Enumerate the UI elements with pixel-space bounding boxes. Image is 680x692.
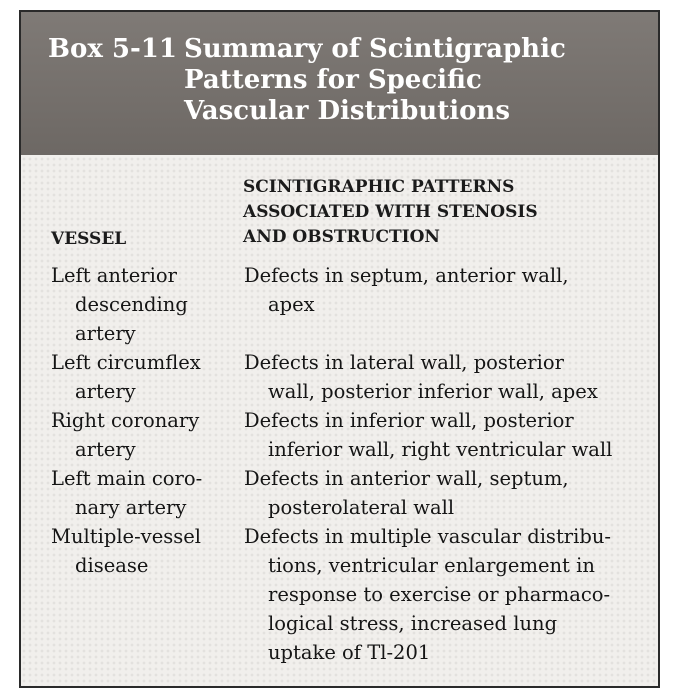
box-title-line: Summary of Scintigraphic bbox=[184, 34, 566, 64]
box-title-line: Patterns for Specific bbox=[184, 65, 482, 95]
pattern-cell bbox=[244, 406, 654, 464]
vessel-cell bbox=[51, 522, 241, 580]
box-label: Box 5-11 bbox=[48, 34, 177, 64]
pattern-column-header bbox=[243, 175, 538, 250]
pattern-cell bbox=[244, 348, 654, 406]
vessel-line: Left main coro- bbox=[51, 467, 203, 490]
box-title-line: Vascular Distributions bbox=[184, 96, 510, 126]
pattern-line: inferior wall, right ventricular wall bbox=[268, 438, 613, 461]
pattern-column-header-line: SCINTIGRAPHIC PATTERNS bbox=[243, 177, 515, 197]
pattern-line: wall, posterior inferior wall, apex bbox=[268, 380, 598, 403]
box-header bbox=[21, 12, 658, 155]
pattern-line: apex bbox=[268, 293, 315, 316]
vessel-line: artery bbox=[75, 438, 136, 461]
pattern-line: Defects in septum, anterior wall, bbox=[244, 264, 569, 287]
vessel-line: Left circumflex bbox=[51, 351, 201, 374]
vessel-line: artery bbox=[75, 322, 136, 345]
pattern-line: Defects in anterior wall, septum, bbox=[244, 467, 569, 490]
vessel-cell bbox=[51, 464, 241, 522]
pattern-line: posterolateral wall bbox=[268, 496, 455, 519]
pattern-line: logical stress, increased lung bbox=[268, 612, 558, 635]
vessel-line: Left anterior bbox=[51, 264, 177, 287]
vessel-line: nary artery bbox=[75, 496, 187, 519]
pattern-column-header-line: AND OBSTRUCTION bbox=[243, 227, 440, 247]
pattern-line: Defects in inferior wall, posterior bbox=[244, 409, 574, 432]
pattern-column-header-line: ASSOCIATED WITH STENOSIS bbox=[243, 202, 538, 222]
pattern-line: response to exercise or pharmaco- bbox=[268, 583, 611, 606]
vessel-cell bbox=[51, 348, 241, 406]
pattern-line: Defects in lateral wall, posterior bbox=[244, 351, 564, 374]
vessel-cell bbox=[51, 261, 241, 348]
vessel-line: descending bbox=[75, 293, 188, 316]
pattern-line: tions, ventricular enlargement in bbox=[268, 554, 595, 577]
vessel-line: Multiple-vessel bbox=[51, 525, 202, 548]
vessel-cell bbox=[51, 406, 241, 464]
pattern-line: uptake of Tl-201 bbox=[268, 641, 431, 664]
pattern-cell bbox=[244, 522, 654, 667]
pattern-cell bbox=[244, 261, 654, 319]
vessel-line: Right coronary bbox=[51, 409, 200, 432]
pattern-line: Defects in multiple vascular distribu- bbox=[244, 525, 611, 548]
vessel-line: disease bbox=[75, 554, 149, 577]
vessel-column-header: VESSEL bbox=[51, 229, 127, 249]
summary-box bbox=[19, 10, 660, 688]
box-title bbox=[184, 34, 644, 127]
vessel-line: artery bbox=[75, 380, 136, 403]
pattern-cell bbox=[244, 464, 654, 522]
